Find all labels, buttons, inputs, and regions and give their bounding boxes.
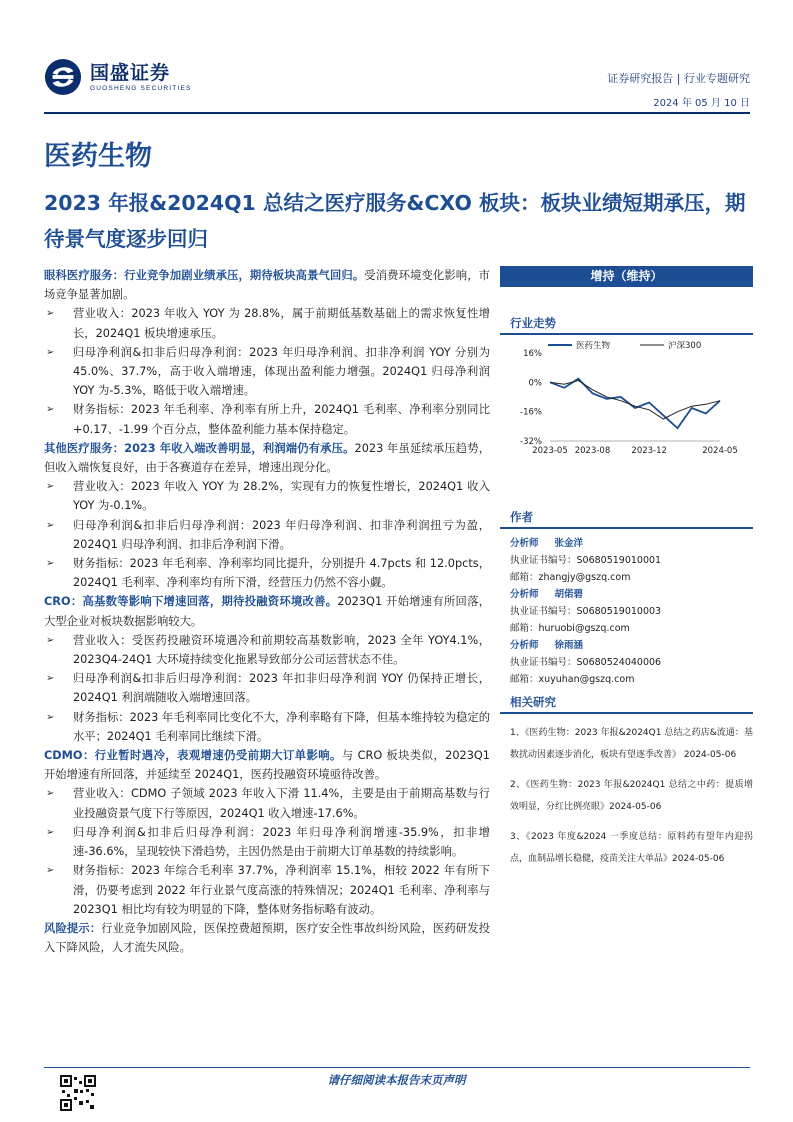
y-tick-label: -32% [520,437,542,447]
analyst-cert: 执业证书编号：S0680519010001 [510,555,662,566]
sidebar [500,266,753,870]
bullet-text: 归母净利润&扣非后归母净利润：2023 年归母净利润、扣非净利润扭亏为盈，2024Q1 归母净利润、扣非后净利润下滑。 [73,518,490,551]
section-intro: 受消费环境变化影响，市场竞争显著加剧。 [44,269,490,302]
bullet-text: 归母净利润&扣非后归母净利润：2023 年归母净利润、扣非净利润 YOY 分别为 45.0%、37.7%，高于收入端增速，体现出盈利能力增强。2024Q1 归母净利润 YOY 为-5.3%，略低于收入端增速。 [73,345,490,398]
related-report[interactable]: 1、《医药生物：2023 年报&2024Q1 总结之药店&流通：基数扰动因素逐步消化，板块有望逐季改善》 2024-05-06 [510,728,753,760]
x-tick-label: 2023-05 [532,446,568,456]
bullet-arrow-icon: ➢ [46,404,55,416]
section-intro: 2023 年虽延续承压趋势，但收入端恢复良好，由于各赛道存在差异，增速出现分化。 [44,441,490,475]
bullet-arrow-icon: ➢ [46,308,55,320]
header-divider [44,112,750,114]
report-headline: 2023 年报&2024Q1 总结之医疗服务&CXO 板块：板块业绩短期承压，期待景气度逐步回归 [44,191,746,251]
risk-heading: 风险提示： [44,921,102,935]
bullet-text: 营业收入：2023 年收入 YOY 为 28.8%，属于前期低基数基础上的需求恢复性增长，2024Q1 板块增速承压。 [73,307,490,340]
bullet-arrow-icon: ➢ [46,481,55,493]
analyst-email: 邮箱：xuyuhan@gszq.com [510,674,635,685]
trend-heading: 行业走势 [500,315,753,335]
analyst-cert: 执业证书编号：S0680524040006 [510,657,662,668]
y-tick-label: 16% [523,349,542,359]
bullet-text: 财务指标：2023 年毛利率同比变化不大，净利率略有下降，但基本维持较为稳定的水平；2024Q1 毛利率同比继续下滑。 [73,710,490,743]
analyst-cert: 执业证书编号：S0680519010003 [510,606,662,617]
bullet-text: 营业收入：受医药投融资环境遇冷和前期较高基数影响，2023 全年 YOY4.1%，2023Q4-24Q1 大环境持续变化拖累导致部分公司运营状态不佳。 [73,633,490,667]
bullet-arrow-icon: ➢ [46,826,55,838]
analyst-email: 邮箱：huruobi@gszq.com [510,623,630,634]
list-item [44,861,490,919]
company-logo [44,58,192,96]
bullet-text: 归母净利润&扣非后归母净利润：2023 年归母净利润增速-35.9%，扣非增速-36.6%，呈现较快下滑趋势，主因仍然是由于前期大订单基数的持续影响。 [73,825,490,859]
bullet-arrow-icon: ➢ [46,865,55,877]
bullet-text: 财务指标：2023 年毛利率、净利率有所上升，2024Q1 毛利率、净利率分别同比+0.17、-1.99 个百分点，整体盈利能力基本保持稳定。 [73,403,490,436]
bullet-arrow-icon: ➢ [46,673,55,685]
list-item [44,784,490,822]
list-item [44,400,490,438]
risk-text: 行业竞争加剧风险，医保控费超预期，医疗安全性事故纠纷风险，医药研发投入下降风险，人才流失风险。 [44,921,490,955]
bullet-text: 营业收入：2023 年收入 YOY 为 28.2%，实现有力的恢复性增长，2024Q1 收入 YOY 为-0.1%。 [73,480,490,513]
section-cdmo [44,746,490,784]
section-intro: 2023Q1 开始增速有所回落，大型企业对板块数据影响较大。 [44,595,490,628]
series-line [550,379,720,429]
bullet-arrow-icon: ➢ [46,788,55,800]
analyst-list [500,535,753,688]
y-tick-label: 0% [528,378,542,389]
bullet-arrow-icon: ➢ [46,634,55,646]
section-heading: 眼科医疗服务：行业竞争加剧业绩承压，期待板块高景气回归。 [44,269,365,282]
list-item [44,343,490,401]
report-date: 2024 年 05 月 10 日 [653,98,750,109]
list-item [44,631,490,669]
list-item [44,823,490,861]
related-report[interactable]: 2、《医药生物：2023 年报&2024Q1 总结之中药：提质增效明显，分红比例亮眼》2024-05-06 [510,780,753,812]
bullet-text: 财务指标：2023 年毛利率、净利率均同比提升，分别提升 4.7pcts 和 12.0pcts，2024Q1 毛利率、净利率均有所下滑，经营压力仍然不容小觑。 [73,557,490,590]
list-item [44,554,490,592]
report-type: 证券研究报告 | 行业专题研究 [607,72,750,85]
section-heading: CRO：高基数等影响下增速回落，期待投融资环境改善。 [44,595,338,609]
analyst-name: 分析师 徐雨涵 [510,640,584,651]
list-item [44,516,490,554]
bullet-arrow-icon: ➢ [46,558,55,570]
related-heading: 相关研究 [500,694,753,714]
list-item [44,669,490,707]
risk-notice [44,919,490,957]
footer-divider [44,1067,750,1068]
bullet-arrow-icon: ➢ [46,346,55,358]
report-meta [607,71,750,109]
section-heading: 其他医疗服务：2023 年收入端改善明显，利润端仍有承压。 [44,441,355,455]
bullet-text: 归母净利润&扣非后归母净利润：2023 年扣非归母净利润 YOY 仍保持正增长，2024Q1 利润端随收入端增速回落。 [73,672,490,705]
section-heading: CDMO：行业暂时遇冷，表观增速仍受前期大订单影响。 [44,749,342,763]
footer-disclaimer: 请仔细阅读本报告末页声明 [327,1073,466,1087]
bullet-text: 营业收入：CDMO 子领域 2023 年收入下滑 11.4%，主要是由于前期高基数与行业投融资景气度下行等原因，2024Q1 收入增速-17.6%。 [73,787,490,820]
list-item [44,304,490,342]
section-intro: 与 CRO 板块类似，2023Q1 开始增速有所回落，并延续至 2024Q1，医药投融资环境亟待改善。 [44,749,490,782]
list-item [44,708,490,746]
section-ophthalmology [44,266,490,304]
rating-badge: 增持（维持） [500,266,753,287]
logo-name-en: GUOSHENG SECURITIES [90,84,192,92]
trend-chart-svg [500,341,753,501]
list-item [44,477,490,515]
x-tick-label: 2023-08 [574,446,611,456]
y-tick-label: -16% [520,407,542,418]
legend-label: 医药生物 [576,341,611,351]
related-report[interactable]: 3、《2023 年度&2024 一季度总结：原料药有望年内迎拐点，血制品增长稳健，疫苗关注大单品》2024-05-06 [510,832,753,864]
legend-label: 沪深300 [668,341,702,351]
x-tick-label: 2023-12 [631,446,667,456]
analyst-email: 邮箱：zhangjy@gszq.com [510,572,631,583]
report-body [44,266,490,957]
bullet-arrow-icon: ➢ [46,711,55,723]
bullet-text: 财务指标：2023 年综合毛利率 37.7%，净利润率 15.1%，相较 2022 年有所下滑，仍要考虑到 2022 年行业景气度高涨的特殊情况；2024Q1 毛利率、净利率与 2023Q1 相比均有较为明显的下降，整体财务指标略有波动。 [73,864,490,916]
author-heading: 作者 [500,509,753,529]
bullet-arrow-icon: ➢ [46,519,55,531]
series-line [550,381,720,420]
section-cro [44,592,490,630]
section-other-medical [44,439,490,477]
x-tick-label: 2024-05 [702,446,738,456]
sector-title: 医药生物 [44,141,152,172]
logo-mark-icon [44,58,82,96]
trend-chart [500,341,753,501]
analyst-name: 分析师 胡偌碧 [510,589,584,600]
analyst-name: 分析师 张金洋 [510,538,584,549]
logo-name: 国盛证券 [90,61,171,84]
